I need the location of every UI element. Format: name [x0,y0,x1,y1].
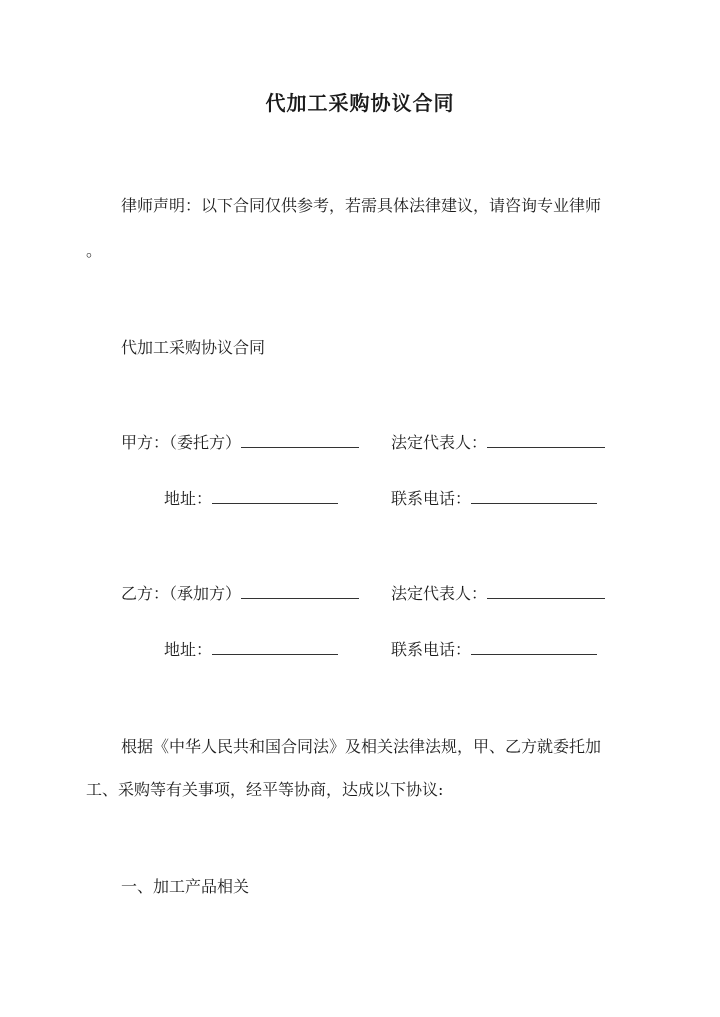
intro-line-1: 根据《中华人民共和国合同法》及相关法律法规，甲、乙方就委托加 [121,737,602,756]
party-b-phone-row [391,640,597,660]
party-b-phone-blank [471,640,597,655]
party-a-rep-row [391,433,605,453]
party-a-row [121,433,359,453]
party-b-address-label: 地址： [164,640,213,659]
party-a-address-blank [212,489,338,504]
party-b-rep-label: 法定代表人： [391,584,488,603]
party-a-phone-label: 联系电话： [391,489,472,508]
party-a-phone-blank [471,489,597,504]
party-b-address-blank [212,640,338,655]
party-a-name-blank [241,433,359,448]
party-a-rep-label: 法定代表人： [391,433,488,452]
party-a-address-label: 地址： [164,489,213,508]
party-b-row [121,584,359,604]
party-b-name-blank [241,584,359,599]
party-b-rep-row [391,584,605,604]
disclaimer-line-2: 。 [86,241,103,260]
document-title: 代加工采购协议合同 [265,91,455,115]
contract-subtitle: 代加工采购协议合同 [121,338,266,357]
party-b-label: 乙方：（承加方） [121,584,242,603]
party-b-rep-blank [487,584,605,599]
section-heading-1: 一、加工产品相关 [121,877,250,896]
intro-line-2: 工、采购等有关事项，经平等协商，达成以下协议: [86,780,444,799]
party-a-rep-blank [487,433,605,448]
party-a-address-row [164,489,338,509]
party-a-phone-row [391,489,597,509]
party-b-phone-label: 联系电话： [391,640,472,659]
party-a-label: 甲方：（委托方） [121,433,242,452]
disclaimer-line-1: 律师声明：以下合同仅供参考，若需具体法律建议，请咨询专业律师 [121,196,602,215]
party-b-address-row [164,640,338,660]
